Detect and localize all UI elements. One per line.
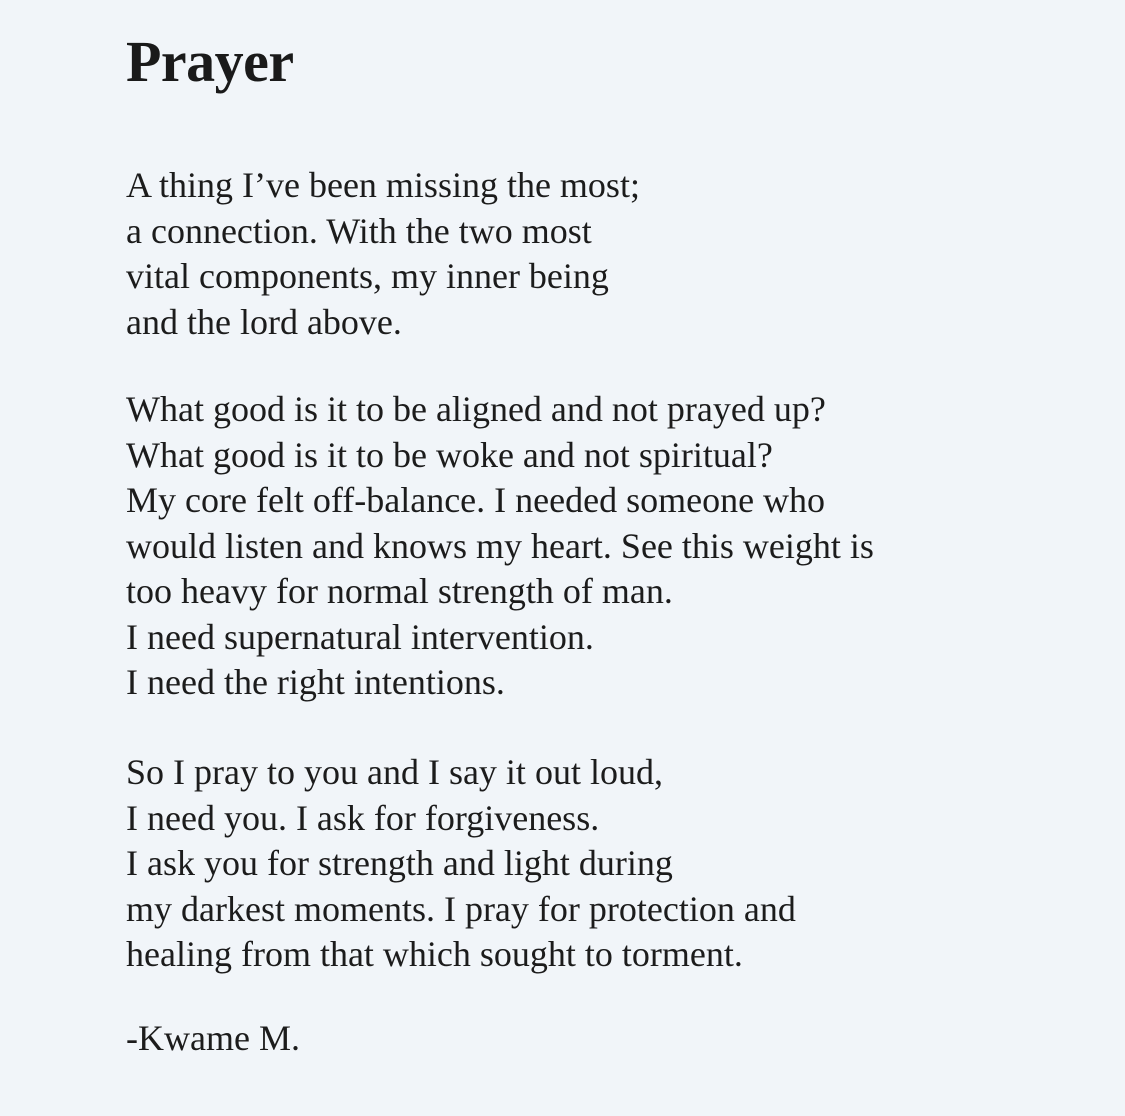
poem-line: healing from that which sought to torment. [126,934,743,974]
author-signature: -Kwame M. [126,1018,300,1058]
poem-line: I need you. I ask for forgiveness. [126,797,600,838]
poem-line: I need supernatural intervention. [126,616,594,657]
poem-line: What good is it to be aligned and not prayed up? [126,389,826,429]
poem-line: I ask you for strength and light during [126,843,673,883]
poem-line: a connection. With the two most [126,210,592,251]
poem-line: So I pray to you and I say it out loud, [126,752,663,792]
poem-line: A thing I’ve been missing the most; [126,165,640,205]
poem-line: vital components, my inner being [126,256,609,296]
poem-line: would listen and knows my heart. See this weight is [126,525,874,566]
stanza-1 [126,163,640,345]
poem-title: Prayer [126,29,294,94]
stanza-2 [126,387,874,706]
poem-line: My core felt off-balance. I needed someone who [126,480,826,520]
poem-line: What good is it to be woke and not spiritual? [126,434,773,475]
stanza-3 [126,750,796,978]
poem-line: my darkest moments. I pray for protection and [126,888,796,929]
poem-line: I need the right intentions. [126,662,505,702]
poem-line: and the lord above. [126,301,402,342]
poem-line: too heavy for normal strength of man. [126,571,673,611]
